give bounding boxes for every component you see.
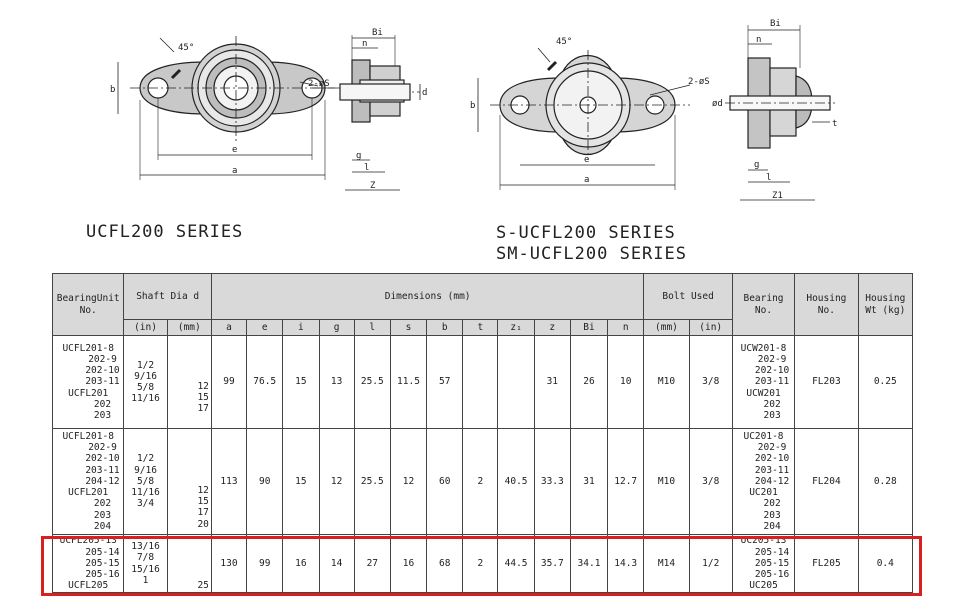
cell-b: 57 <box>427 336 463 429</box>
subheader-bi: Bi <box>570 320 607 336</box>
subheader-n: n <box>608 320 644 336</box>
cell-bi: 26 <box>570 336 607 429</box>
cell-bi: 34.1 <box>570 535 607 593</box>
cell-l: 25.5 <box>354 429 390 535</box>
cell-t: 2 <box>463 535 498 593</box>
cell-mm: 25 <box>167 535 211 593</box>
cell-weight: 0.4 <box>858 535 912 593</box>
cell-g: 14 <box>319 535 354 593</box>
cell-inch: 13/16 7/8 15/16 1 <box>124 535 167 593</box>
cell-s: 12 <box>390 429 426 535</box>
cell-a: 130 <box>211 535 246 593</box>
cell-a: 99 <box>211 336 246 429</box>
cell-n: 14.3 <box>608 535 644 593</box>
cell-l: 25.5 <box>354 336 390 429</box>
left-front-view <box>118 36 340 180</box>
cell-a: 113 <box>211 429 246 535</box>
right-g-label: g <box>754 160 760 170</box>
cell-z1 <box>498 336 534 429</box>
left-bi-label: Bi <box>372 28 383 38</box>
left-e-label: e <box>232 145 238 155</box>
right-t-label: t <box>832 119 838 129</box>
cell-bearings: UC205-13 205-14 205-15 205-16 UC205 <box>732 535 794 593</box>
cell-bi: 31 <box>570 429 607 535</box>
subheader-bolt-in: (in) <box>689 320 732 336</box>
series-title-left: UCFL200 SERIES <box>86 222 244 242</box>
header-shaft-dia: Shaft Dia d <box>124 274 212 320</box>
cell-t: 2 <box>463 429 498 535</box>
header-bolt-used: Bolt Used <box>644 274 733 320</box>
subheader-e: e <box>247 320 283 336</box>
left-angle-label: 45° <box>178 43 195 53</box>
left-side-view <box>340 35 420 190</box>
cell-units: UCFL201-8 202-9 202-10 203-11 204-12 UCFL201 202 203 204 <box>53 429 124 535</box>
right-holes-label: 2-øS <box>688 77 710 87</box>
cell-mm: 12 15 17 <box>167 336 211 429</box>
right-bi-label: Bi <box>770 19 781 29</box>
left-holes-label: 2-øS <box>308 79 330 89</box>
series-title-right-1: S-UCFL200 SERIES <box>496 223 676 243</box>
subheader-mm: (mm) <box>167 320 211 336</box>
left-n-label: n <box>362 39 368 49</box>
cell-g: 13 <box>319 336 354 429</box>
cell-units: UCFL205-13 205-14 205-15 205-16 UCFL205 <box>53 535 124 593</box>
left-d-label: d <box>422 88 428 98</box>
right-n-label: n <box>756 35 762 45</box>
table-header-row <box>53 274 913 320</box>
cell-e: 76.5 <box>247 336 283 429</box>
cell-z1: 40.5 <box>498 429 534 535</box>
cell-g: 12 <box>319 429 354 535</box>
cell-housing: FL205 <box>795 535 858 593</box>
cell-housing: FL203 <box>795 336 858 429</box>
header-bearing-no: Bearing No. <box>732 274 794 336</box>
subheader-b: b <box>427 320 463 336</box>
right-e-label: e <box>584 155 590 165</box>
technical-drawing <box>0 0 970 210</box>
cell-weight: 0.28 <box>858 429 912 535</box>
right-angle-label: 45° <box>556 37 573 47</box>
left-g-label: g <box>356 151 362 161</box>
subheader-z: z <box>534 320 570 336</box>
cell-i: 16 <box>283 535 319 593</box>
cell-s: 16 <box>390 535 426 593</box>
series-title-right-2: SM-UCFL200 SERIES <box>496 244 687 264</box>
header-housing-no: Housing No. <box>795 274 858 336</box>
cell-n: 10 <box>608 336 644 429</box>
cell-b: 60 <box>427 429 463 535</box>
subheader-i: i <box>283 320 319 336</box>
cell-bolt-in: 1/2 <box>689 535 732 593</box>
subheader-t: t <box>463 320 498 336</box>
header-housing-wt: Housing Wt (kg) <box>858 274 912 336</box>
cell-weight: 0.25 <box>858 336 912 429</box>
cell-i: 15 <box>283 336 319 429</box>
subheader-in: (in) <box>124 320 167 336</box>
header-dimensions: Dimensions (mm) <box>211 274 643 320</box>
subheader-g: g <box>319 320 354 336</box>
subheader-l: l <box>354 320 390 336</box>
cell-bearings: UCW201-8 202-9 202-10 203-11 UCW201 202 203 <box>732 336 794 429</box>
cell-bolt-mm: M14 <box>644 535 689 593</box>
cell-bearings: UC201-8 202-9 202-10 203-11 204-12 UC201 202 203 204 <box>732 429 794 535</box>
left-z-label: Z <box>370 181 376 191</box>
cell-bolt-mm: M10 <box>644 429 689 535</box>
table-row <box>53 336 913 429</box>
cell-inch: 1/2 9/16 5/8 11/16 3/4 <box>124 429 167 535</box>
cell-z: 35.7 <box>534 535 570 593</box>
table-row <box>53 429 913 535</box>
left-l-label: l <box>364 163 370 173</box>
cell-b: 68 <box>427 535 463 593</box>
subheader-s: s <box>390 320 426 336</box>
cell-inch: 1/2 9/16 5/8 11/16 <box>124 336 167 429</box>
cell-units: UCFL201-8 202-9 202-10 203-11 UCFL201 202 203 <box>53 336 124 429</box>
cell-z: 31 <box>534 336 570 429</box>
cell-t <box>463 336 498 429</box>
cell-z: 33.3 <box>534 429 570 535</box>
left-a-label: a <box>232 166 238 176</box>
cell-mm: 12 15 17 20 <box>167 429 211 535</box>
right-a-label: a <box>584 175 590 185</box>
header-bearing-unit: BearingUnit No. <box>53 274 124 336</box>
left-b-label: b <box>110 85 116 95</box>
right-z1-label: Z1 <box>772 191 783 201</box>
subheader-z1: z₁ <box>498 320 534 336</box>
cell-bolt-in: 3/8 <box>689 336 732 429</box>
table-row-highlighted <box>53 535 913 593</box>
right-b-label: b <box>470 101 476 111</box>
subheader-a: a <box>211 320 246 336</box>
cell-e: 90 <box>247 429 283 535</box>
cell-z1: 44.5 <box>498 535 534 593</box>
spec-table <box>52 273 913 593</box>
right-side-view <box>725 25 838 200</box>
right-d-label: ød <box>712 99 723 109</box>
right-front-view <box>478 48 690 190</box>
right-l-label: l <box>766 173 772 183</box>
cell-s: 11.5 <box>390 336 426 429</box>
cell-bolt-mm: M10 <box>644 336 689 429</box>
cell-l: 27 <box>354 535 390 593</box>
cell-n: 12.7 <box>608 429 644 535</box>
cell-housing: FL204 <box>795 429 858 535</box>
cell-bolt-in: 3/8 <box>689 429 732 535</box>
cell-e: 99 <box>247 535 283 593</box>
cell-i: 15 <box>283 429 319 535</box>
subheader-bolt-mm: (mm) <box>644 320 689 336</box>
